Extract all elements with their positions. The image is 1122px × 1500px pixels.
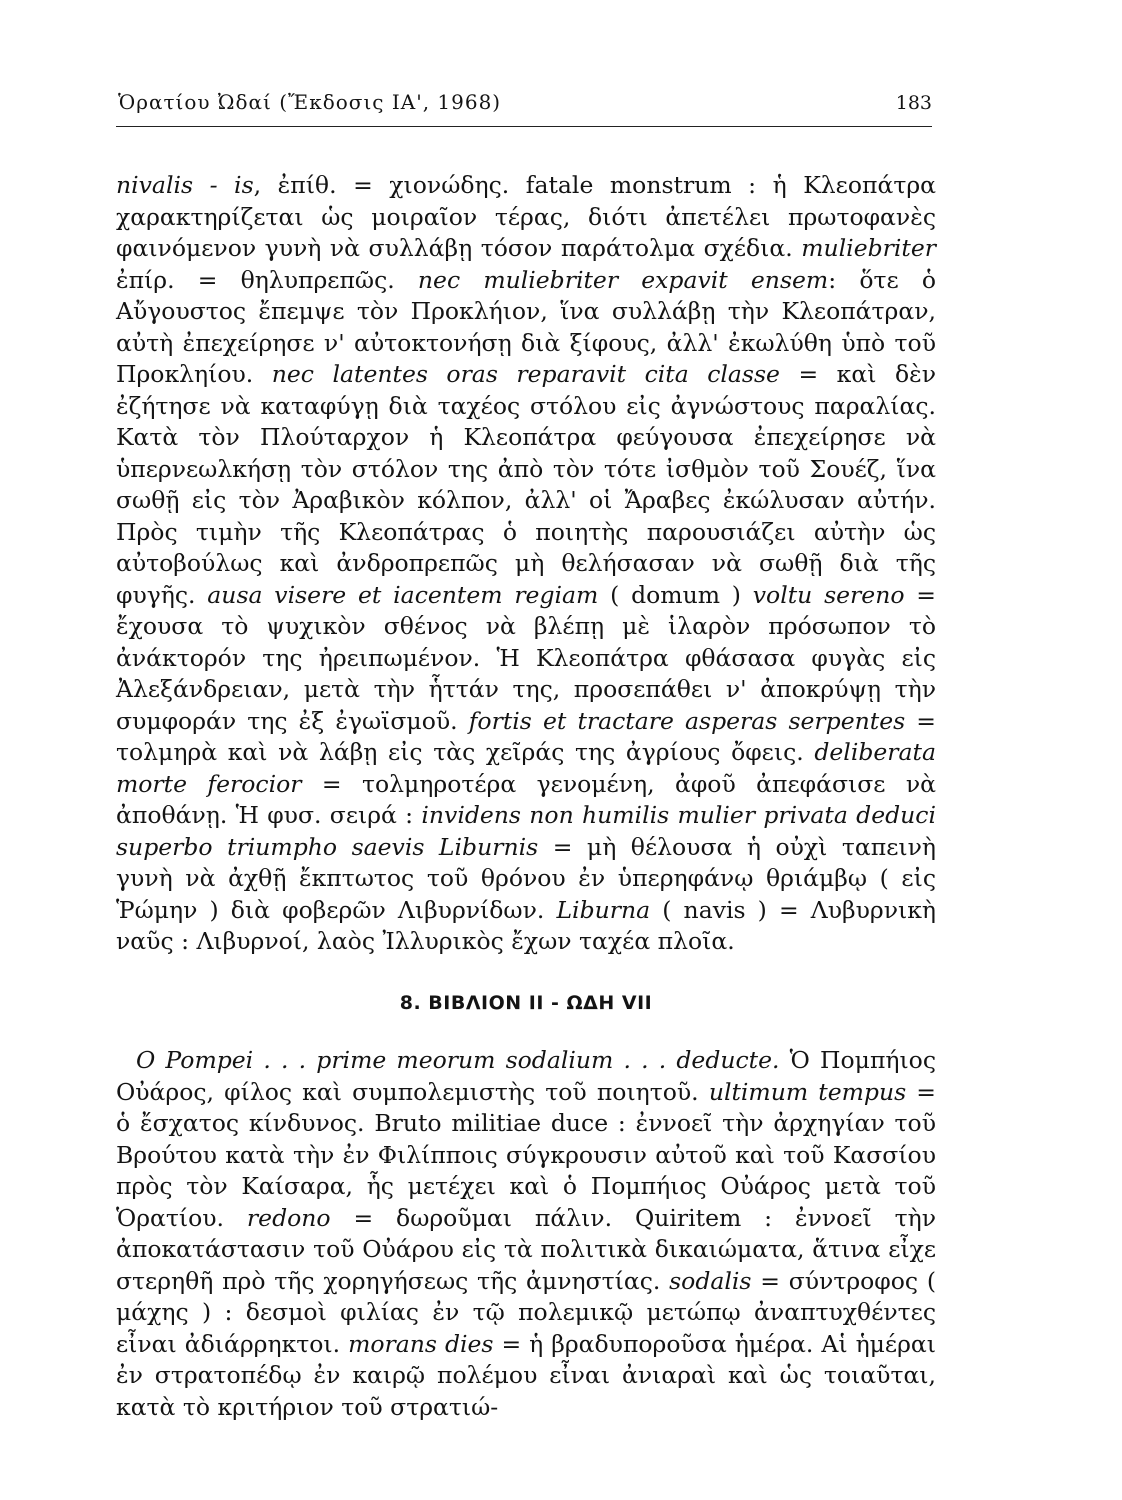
latin-term: nec muliebriter expavit ensem <box>417 265 829 294</box>
commentary-text: = τολμηροτέρα γενομένη, ἀφοῦ ἀπεφάσισε νὰ ἀποθάνῃ. Ἡ φυσ. σειρά : <box>116 769 936 829</box>
latin-term: invidens non humilis mulier privata deduci superbo triumpho saevis Liburnis <box>116 801 936 861</box>
body-text <box>116 170 936 1423</box>
latin-term: Liburna <box>556 895 651 924</box>
latin-term: nivalis - is <box>116 171 254 199</box>
latin-term: morans dies <box>348 1329 494 1358</box>
header-rule <box>116 126 932 127</box>
latin-term: deliberata morte ferocior <box>116 738 936 798</box>
page-number: 183 <box>895 92 932 114</box>
section-heading: 8. ΒΙΒΛΙΟΝ ΙΙ - ΩΔΗ VII <box>399 991 653 1014</box>
latin-term: voltu sereno <box>752 580 905 609</box>
commentary-text: = τολμηρὰ καὶ νὰ λάβῃ εἰς τὰς χεῖράς της ἀγρίους ὄφεις. <box>116 706 936 766</box>
running-head <box>118 90 932 114</box>
commentary-text: = σύντροφος ( μάχης ) : δεσμοὶ φιλίας ἐν τῷ πολεμικῷ μετώπῳ ἀναπτυχθέντες εἶναι ἀδιάρρηκτοι. <box>116 1266 936 1358</box>
commentary-text: ( domum ) <box>598 580 753 609</box>
running-title: Ὁρατίου Ὠδαί (Ἔκδοσις ΙΑ', 1968) <box>118 90 502 114</box>
latin-term: redono <box>246 1203 331 1232</box>
commentary-text: = μὴ θέλουσα ἡ οὐχὶ ταπεινὴ γυνὴ νὰ ἀχθῇ ἔκπτωτος τοῦ θρόνου ἐν ὑπερηφάνῳ θριάμβῳ ( εἰς Ῥώμην ) διὰ φοβερῶν Λιβυρνίδων. <box>116 832 936 924</box>
commentary-text: Ὁ Πομπήιος Οὐάρος, φίλος καὶ συμπολεμιστὴς τοῦ ποιητοῦ. <box>116 1046 936 1106</box>
latin-term: ausa visere et iacentem regiam <box>207 580 599 609</box>
latin-term: muliebriter <box>801 234 936 262</box>
latin-term: fortis et tractare asperas serpentes <box>468 706 906 735</box>
commentary-text: = δωροῦμαι πάλιν. Quiritem : ἐννοεῖ τὴν ἀποκατάστασιν τοῦ Οὐάρου εἰς τὰ πολιτικὰ δικαιώματα, ἅτινα εἶχε στερηθῆ πρὸ τῆς χορηγήσεως τῆς ἀμνηστίας. <box>116 1203 936 1295</box>
commentary-text: = καὶ δὲν ἐζήτησε νὰ καταφύγῃ διὰ ταχέος στόλου εἰς ἀγνώστους παραλίας. Κατὰ τὸν Πλούταρχον ἡ Κλεοπάτρα φεύγουσα ἐπεχείρησε νὰ ὑπερνεωλκήσῃ τὸν στόλον της ἀπὸ τὸν τότε ἰσθμὸν τοῦ Σουέζ, ἵνα σωθῇ εἰς τὸν Ἀραβικὸν κόλπον, ἀλλ' οἱ Ἄραβες ἐκώλυσαν αὐτήν. Πρὸς τιμὴν τῆς Κλεοπάτρας ὁ ποιητὴς παρουσιάζει αὐτὴν ὡς αὐτοβούλως καὶ ἀνδροπρεπῶς μὴ θελήσασαν νὰ σωθῇ διὰ τῆς φυγῆς. <box>116 360 937 609</box>
latin-term: ultimum tempus <box>708 1077 907 1106</box>
commentary-text: = ἡ βραδυποροῦσα ἡμέρα. Αἱ ἡμέραι ἐν στρατοπέδῳ ἐν καιρῷ πολέμου εἶναι ἀνιαραὶ καὶ ὡς τοιαῦται, κατὰ τὸ κριτήριον τοῦ στρατιώ- <box>116 1329 937 1421</box>
latin-term: sodalis <box>669 1266 752 1295</box>
commentary-text: ( navis ) = Λυβυρνικὴ ναῦς : Λιβυρνοί, λαὸς Ἰλλυρικὸς ἔχων ταχέα πλοῖα. <box>116 895 936 955</box>
latin-term: O Pompei . . . prime meorum sodalium . . . deducte. <box>136 1046 780 1074</box>
commentary-text: : ὅτε ὁ Αὔγουστος ἔπεμψε τὸν Προκλήιον, ἵνα συλλάβῃ τὴν Κλεοπάτραν, αὐτὴ ἐπεχείρησε ν' αὐτοκτονήσῃ διὰ ξίφους, ἀλλ' ἐκωλύθη ὑπὸ τοῦ Προκληίου. <box>116 265 936 388</box>
paragraph-cleopatra-commentary <box>116 170 936 958</box>
paragraph-pompeius-commentary <box>116 1045 936 1423</box>
commentary-text: ἐπίρ. = θηλυπρεπῶς. <box>116 265 418 294</box>
latin-term: nec latentes oras reparavit cita classe <box>271 360 780 388</box>
commentary-text: , ἐπίθ. = χιονώδης. fatale monstrum : ἡ Κλεοπάτρα χαρακτηρίζεται ὡς μοιραῖον τέρας, διότι ἀπετέλει πρωτοφανὲς φαινόμενον γυνὴ νὰ συλλάβῃ τόσον παράτολμα σχέδια. <box>116 171 936 262</box>
commentary-text: = ἔχουσα τὸ ψυχικὸν σθένος νὰ βλέπῃ μὲ ἱλαρὸν πρόσωπον τὸ ἀνάκτορόν της ἠρειπωμένον. Ἡ Κλεοπάτρα φθάσασα φυγὰς εἰς Ἀλεξάνδρειαν, μετὰ τὴν ἧττάν της, προσεπάθει ν' ἀποκρύψῃ τὴν συμφοράν της ἐξ ἐγωϊσμοῦ. <box>116 580 936 735</box>
commentary-text: = ὁ ἔσχατος κίνδυνος. Bruto militiae duce : ἐννοεῖ τὴν ἀρχηγίαν τοῦ Βρούτου κατὰ τὴν ἐν Φιλίπποις σύγκρουσιν αὐτοῦ καὶ τοῦ Κασσίου πρὸς τὸν Καίσαρα, ἧς μετέχει καὶ ὁ Πομπήιος Οὐάρος μετὰ τοῦ Ὁρατίου. <box>116 1077 936 1232</box>
